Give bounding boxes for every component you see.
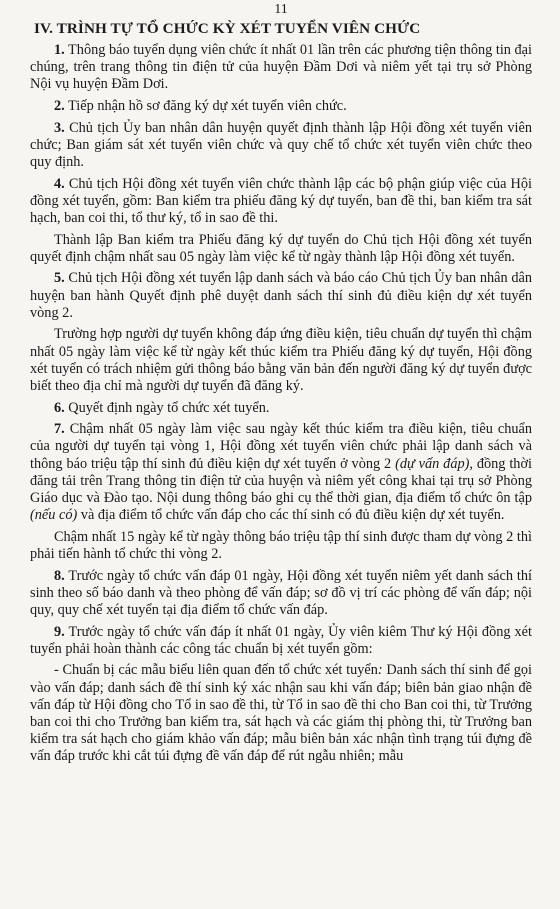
paragraph-text: Trước ngày tổ chức vấn đáp 01 ngày, Hội đồng xét tuyển niêm yết danh sách thí sinh theo số báo danh và theo phòng để vấn đáp; sơ đồ vị trí các phòng để vấn đáp; nội quy, quy chế xét tuyển tại địa điểm tổ chức vấn đáp.: [30, 567, 532, 618]
paragraph-6: [30, 400, 532, 417]
paragraph-text: Thông báo tuyển dụng viên chức ít nhất 01 lần trên các phương tiện thông tin đại chúng, trên trang thông tin điện tử của huyện Đầm Dơi và niêm yết tại trụ sở Phòng Nội vụ huyện Đầm Dơi.: [30, 42, 532, 93]
paragraph-text: Chậm nhất 05 ngày làm việc sau ngày kết thúc kiểm tra điều kiện, tiêu chuẩn của người dự tuyển tại vòng 1, Hội đồng xét tuyển viên chức phải lập danh sách và thông báo triệu tập thí sinh đủ điều kiện dự xét tuyển ở vòng 2: [30, 421, 532, 472]
italic-note: (dự vấn đáp),: [395, 455, 473, 472]
item-number: 5.: [54, 270, 65, 287]
paragraph-9: [30, 624, 532, 658]
paragraph-4: [30, 176, 532, 228]
paragraph-text: - Chuẩn bị các mẫu biểu liên quan đến tổ chức xét tuyển: [54, 662, 378, 679]
item-number: 6.: [54, 399, 65, 416]
paragraph-3: [30, 120, 532, 172]
paragraph-text: và địa điểm tổ chức vấn đáp cho các thí sinh có đủ điều kiện dự xét tuyển.: [77, 507, 505, 524]
item-number: 2.: [54, 98, 65, 114]
item-number: 1.: [54, 42, 65, 58]
italic-note: (nếu có): [30, 507, 78, 524]
italic-note: :: [377, 662, 383, 679]
paragraph-8: [30, 568, 532, 620]
paragraph-text: Chủ tịch Ủy ban nhân dân huyện quyết định thành lập Hội đồng xét tuyển viên chức; Ban giám sát xét tuyển viên chức và quy chế tổ chức xét tuyển viên chức theo quy định.: [30, 119, 532, 170]
section-title: IV. TRÌNH TỰ TỔ CHỨC KỲ XÉT TUYỂN VIÊN CHỨC: [34, 20, 421, 37]
item-number: 3.: [54, 119, 65, 136]
paragraph-text: Danh sách thí sinh để gọi vào vấn đáp; danh sách đề thí sinh ký xác nhận sau khi vấn đáp; biên bản giao nhận đề vấn đáp từ Hội đồng cho Tổ in sao đề thi, từ Tổ in sao đề thi cho Ban coi thi, từ Trưởng ban coi thi cho Trưởng ban kiểm tra, sát hạch và các giám thị phòng thi, từ Trưởng ban kiểm tra sát hạch cho giám khảo vấn đáp; mẫu biên bản xác nhận tình trạng túi đựng đề vấn đáp trước khi cắt túi đựng đề vấn đáp để rút ngẫu nhiên; mẫu: [30, 662, 532, 765]
item-number: 7.: [54, 421, 65, 438]
paragraph-text: Tiếp nhận hồ sơ đăng ký dự xét tuyển viên chức.: [64, 98, 347, 114]
paragraph-text: Quyết định ngày tổ chức xét tuyển.: [64, 399, 270, 416]
paragraph-text: Thành lập Ban kiểm tra Phiếu đăng ký dự tuyển do Chủ tịch Hội đồng xét tuyển quyết định chậm nhất sau 05 ngày làm việc kể từ ngày thành lập Hội đồng xét tuyển.: [30, 231, 532, 265]
item-number: 9.: [54, 623, 65, 640]
paragraph-9-sub: [30, 662, 532, 765]
paragraph-5-sub: [30, 326, 532, 395]
paragraph-4-sub: [30, 232, 532, 266]
paragraph-7-sub: [30, 529, 532, 563]
paragraph-text: Trước ngày tổ chức vấn đáp ít nhất 01 ngày, Ủy viên kiêm Thư ký Hội đồng xét tuyển phải hoàn thành các công tác chuẩn bị xét tuyển gồm:: [30, 623, 532, 657]
paragraph-text: Trường hợp người dự tuyển không đáp ứng điều kiện, tiêu chuẩn dự tuyển thì chậm nhất 05 ngày làm việc kể từ ngày kết thúc kiểm tra Phiếu đăng ký dự tuyển, Hội đồng xét tuyển có trách nhiệm gửi thông báo bằng văn bản đến người đăng ký dự tuyển được biết theo địa chỉ mà người dự tuyển đã đăng ký.: [30, 326, 532, 394]
paragraph-text: Chủ tịch Hội đồng xét tuyển viên chức thành lập các bộ phận giúp việc của Hội đồng xét tuyển, gồm: Ban kiểm tra phiếu đăng ký dự tuyển, ban đề thi, ban kiểm tra sát hạch, ban coi thi, tổ thư ký, tổ in sao đề thi.: [30, 175, 532, 226]
paragraph-1: [30, 42, 532, 94]
paragraph-2: [30, 98, 532, 115]
paragraph-5: [30, 270, 532, 322]
paragraph-7: [30, 421, 532, 524]
item-number: 8.: [54, 567, 65, 584]
paragraph-text: Chậm nhất 15 ngày kể từ ngày thông báo triệu tập thí sinh được tham dự vòng 2 thì phải tiến hành tổ chức thi vòng 2.: [30, 528, 532, 562]
page-number: 11: [274, 2, 288, 17]
item-number: 4.: [54, 175, 65, 192]
paragraph-text: đồng thời đăng tải trên Trang thông tin điện tử của huyện và niêm yết công khai tại trụ sở Phòng Giáo dục và Đào tạo. Nội dung thông báo ghi cụ thể thời gian, địa điểm tổ chức ôn tập: [30, 455, 532, 506]
paragraph-text: Chủ tịch Hội đồng xét tuyển lập danh sách và báo cáo Chủ tịch Ủy ban nhân dân huyện ban hành Quyết định phê duyệt danh sách thí sinh đủ điều kiện dự xét tuyển vòng 2.: [30, 270, 532, 321]
